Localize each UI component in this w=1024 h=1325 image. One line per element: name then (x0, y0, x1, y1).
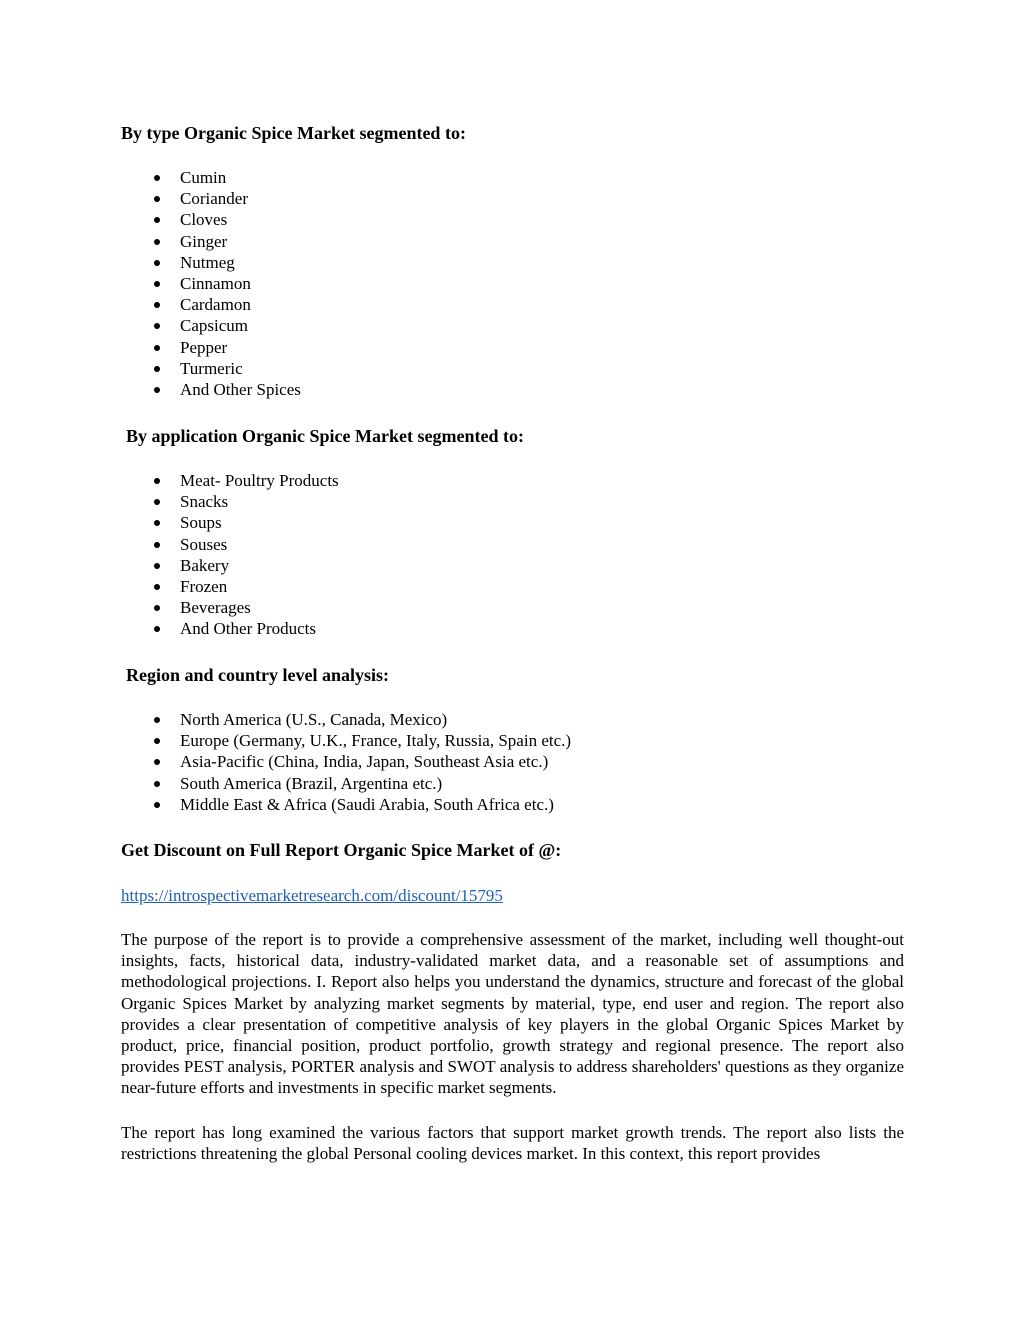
list-item-label: Soups (180, 513, 222, 533)
region-list (121, 709, 571, 815)
bullet-icon (154, 217, 160, 223)
bullet-icon (154, 759, 160, 765)
list-item (121, 252, 301, 273)
bullet-icon (154, 499, 160, 505)
list-item (121, 315, 301, 336)
list-item-label: Cloves (180, 210, 228, 230)
list-item-label: Snacks (180, 492, 229, 512)
list-item-label: Meat- Poultry Products (180, 471, 339, 490)
by-application-heading: By application Organic Spice Market segmented to: (126, 426, 524, 446)
list-item (121, 491, 339, 512)
region-heading: Region and country level analysis: (126, 665, 390, 685)
list-item-label: Cardamon (180, 295, 251, 315)
list-item (121, 709, 571, 730)
bullet-icon (154, 738, 160, 744)
list-item (121, 231, 301, 252)
bullet-icon (154, 175, 160, 181)
market-factors-paragraph: The report has long examined the various factors that support market growth trends. The report also lists the restrictions threatening the global Personal cooling devices market. In this context, this report provides (121, 1123, 904, 1164)
bullet-icon (154, 542, 160, 548)
list-item (121, 773, 571, 794)
list-item-label: Frozen (180, 576, 228, 596)
list-item-label: Souses (180, 534, 228, 554)
list-item-label: Turmeric (180, 358, 243, 378)
bullet-icon (154, 260, 160, 266)
list-item (121, 576, 339, 597)
list-item-label: Pepper (180, 337, 228, 357)
bullet-icon (154, 781, 160, 787)
list-item (121, 273, 301, 294)
list-item-label: And Other Spices (180, 379, 301, 399)
bullet-icon (154, 802, 160, 808)
list-item-label: North America (U.S., Canada, Mexico) (180, 710, 448, 729)
list-item-label: Middle East & Africa (Saudi Arabia, South Africa etc.) (180, 794, 554, 814)
by-application-list (121, 470, 339, 640)
bullet-icon (154, 626, 160, 632)
list-item-label: Beverages (180, 598, 251, 618)
list-item (121, 597, 339, 618)
list-item (121, 188, 301, 209)
bullet-icon (154, 520, 160, 526)
list-item-label: Coriander (180, 189, 248, 209)
bullet-icon (154, 717, 160, 723)
list-item (121, 618, 339, 639)
bullet-icon (154, 196, 160, 202)
list-item-label: Capsicum (180, 316, 248, 336)
bullet-icon (154, 345, 160, 351)
bullet-icon (154, 605, 160, 611)
discount-link[interactable]: https://introspectivemarketresearch.com/discount/15795 (121, 886, 503, 905)
list-item (121, 358, 301, 379)
bullet-icon (154, 302, 160, 308)
list-item-label: Cumin (180, 168, 227, 187)
bullet-icon (154, 281, 160, 287)
bullet-icon (154, 584, 160, 590)
by-type-list (121, 167, 301, 400)
list-item (121, 167, 301, 188)
list-item (121, 555, 339, 576)
list-item (121, 794, 571, 815)
bullet-icon (154, 323, 160, 329)
bullet-icon (154, 478, 160, 484)
list-item-label: Ginger (180, 231, 228, 251)
list-item-label: Nutmeg (180, 252, 235, 272)
list-item (121, 534, 339, 555)
bullet-icon (154, 366, 160, 372)
list-item (121, 379, 301, 400)
list-item-label: South America (Brazil, Argentina etc.) (180, 773, 443, 793)
list-item (121, 512, 339, 533)
list-item-label: Cinnamon (180, 273, 251, 293)
bullet-icon (154, 387, 160, 393)
report-purpose-paragraph: The purpose of the report is to provide a comprehensive assessment of the market, including well thought-out insights, facts, historical data, industry-validated market data, and a reasonable set of assumptions and methodological projections. I. Report also helps you understand the dynamics, structure and forecast of the global Organic Spices Market by analyzing market segments by material, type, end user and region. The report also provides a clear presentation of competitive analysis of key players in the global Organic Spices Market by product, price, financial position, product portfolio, growth strategy and regional presence. The report also provides PEST analysis, PORTER analysis and SWOT analysis to address shareholders' questions as they organize near-future efforts and investments in specific market segments. (121, 930, 904, 1098)
list-item (121, 730, 571, 751)
list-item (121, 337, 301, 358)
list-item-label: Bakery (180, 555, 230, 575)
list-item (121, 294, 301, 315)
list-item-label: Asia-Pacific (China, India, Japan, Southeast Asia etc.) (180, 752, 549, 772)
list-item-label: Europe (Germany, U.K., France, Italy, Russia, Spain etc.) (180, 731, 572, 751)
list-item (121, 470, 339, 491)
bullet-icon (154, 239, 160, 245)
by-type-heading: By type Organic Spice Market segmented to: (121, 123, 466, 143)
list-item-label: And Other Products (180, 619, 316, 639)
list-item (121, 209, 301, 230)
list-item (121, 751, 571, 772)
bullet-icon (154, 563, 160, 569)
discount-heading: Get Discount on Full Report Organic Spice Market of @: (121, 840, 562, 860)
